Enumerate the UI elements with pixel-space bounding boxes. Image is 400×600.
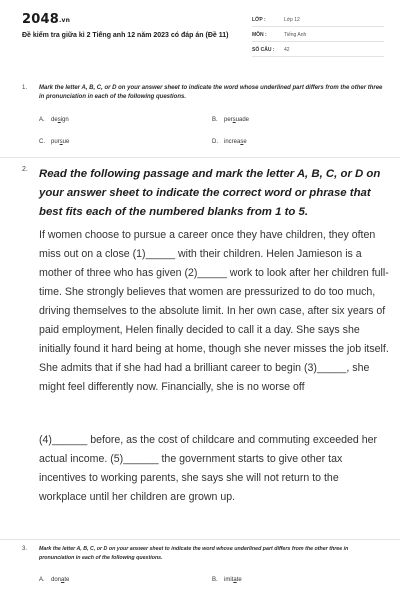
meta-count-label: SỐ CÂU : [252, 47, 275, 53]
passage-paragraph-1: If women choose to pursue a career once they have children, they often miss out on a close (1)_____ with their children. Helen Jamieson is a mother of three who has given (2)_____ work to look after her children full-time. She strongly believes that women are pressurized to do too much, driving themselves to the absolute limit. In her own case, after six years of paid employment, Helen finally decided to call it a day. She says she initially found it hard being at home, though she never misses the job itself. She admits that if she had had a brilliant career to begin (3)_____, she might feel differently now. Financially, she is no worse off [39, 229, 389, 393]
option-text-end: e [243, 139, 247, 145]
question-1 [0, 80, 400, 158]
meta-class-row [252, 15, 384, 27]
option-text-end: ue [62, 139, 70, 145]
option-label: C. [39, 139, 45, 145]
option-underlined-part: a [61, 577, 65, 583]
option-text-end: te [236, 577, 242, 583]
option-text-start: imit [224, 577, 234, 583]
question-3-instruction: Mark the letter A, B, C, or D on your answer sheet to indicate the word whose underlined part differs from the other three in pronunciation in each of the following questions. [39, 546, 349, 561]
question-3-option-b[interactable] [212, 577, 242, 583]
option-text-start: de [51, 117, 58, 123]
question-2-number: 2. [22, 166, 28, 173]
meta-subject-value: Tiếng Anh [284, 32, 307, 38]
option-underlined-part: s [59, 139, 63, 145]
meta-subject-row [252, 30, 384, 42]
option-text-start: pur [51, 139, 60, 145]
option-text-end: uade [235, 117, 250, 123]
question-3-number: 3. [22, 546, 28, 552]
question-3 [0, 540, 400, 600]
question-1-instruction: Mark the letter A, B, C, or D on your answer sheet to indicate the word whose underlined part differs from the other three in pronunciation in each of the following questions. [39, 85, 383, 100]
passage-paragraph-2: (4)______ before, as the cost of childcare and commuting exceeded her actual income. (5)______ the government starts to give other tax incentives to working parents, she says she will not return to the workplace until her children are grown up. [39, 434, 378, 503]
option-label: B. [212, 117, 218, 123]
question-3-option-a[interactable] [39, 577, 69, 583]
logo-suffix: .vn [58, 17, 71, 24]
option-text-end: ign [60, 117, 69, 123]
option-label: D. [212, 139, 218, 145]
meta-count-row [252, 45, 384, 57]
option-text-start: per [224, 117, 233, 123]
option-underlined-part: s [240, 139, 244, 145]
option-label: B. [212, 577, 218, 583]
option-text-start: don [51, 577, 62, 583]
question-1-option-b[interactable] [212, 117, 249, 123]
option-label: A. [39, 577, 45, 583]
question-1-option-d[interactable] [212, 139, 247, 145]
question-2-instruction: Read the following passage and mark the letter A, B, C, or D on your answer sheet to indicate the correct word or phrase that best fits each of the numbered blanks from 1 to 5. [39, 168, 381, 218]
question-1-option-a[interactable] [39, 117, 69, 123]
option-underlined-part: s [57, 117, 61, 123]
document-title: Đề kiểm tra giữa kì 2 Tiếng anh 12 năm 2023 có đáp án (Đề 11) [22, 32, 229, 39]
question-1-number: 1. [22, 85, 28, 91]
logo-text: 2048 [22, 12, 59, 27]
site-logo[interactable] [22, 12, 70, 27]
page-header [0, 0, 400, 66]
option-text-start: increa [224, 139, 241, 145]
option-label: A. [39, 117, 45, 123]
option-underlined-part: a [233, 577, 237, 583]
meta-class-value: Lớp 12 [284, 17, 300, 23]
question-1-option-c[interactable] [39, 139, 69, 145]
question-2 [0, 158, 400, 540]
option-underlined-part: s [232, 117, 236, 123]
meta-class-label: LỚP : [252, 17, 266, 23]
meta-subject-label: MÔN : [252, 32, 267, 38]
meta-count-value: 42 [284, 47, 290, 53]
option-text-end: te [64, 577, 70, 583]
